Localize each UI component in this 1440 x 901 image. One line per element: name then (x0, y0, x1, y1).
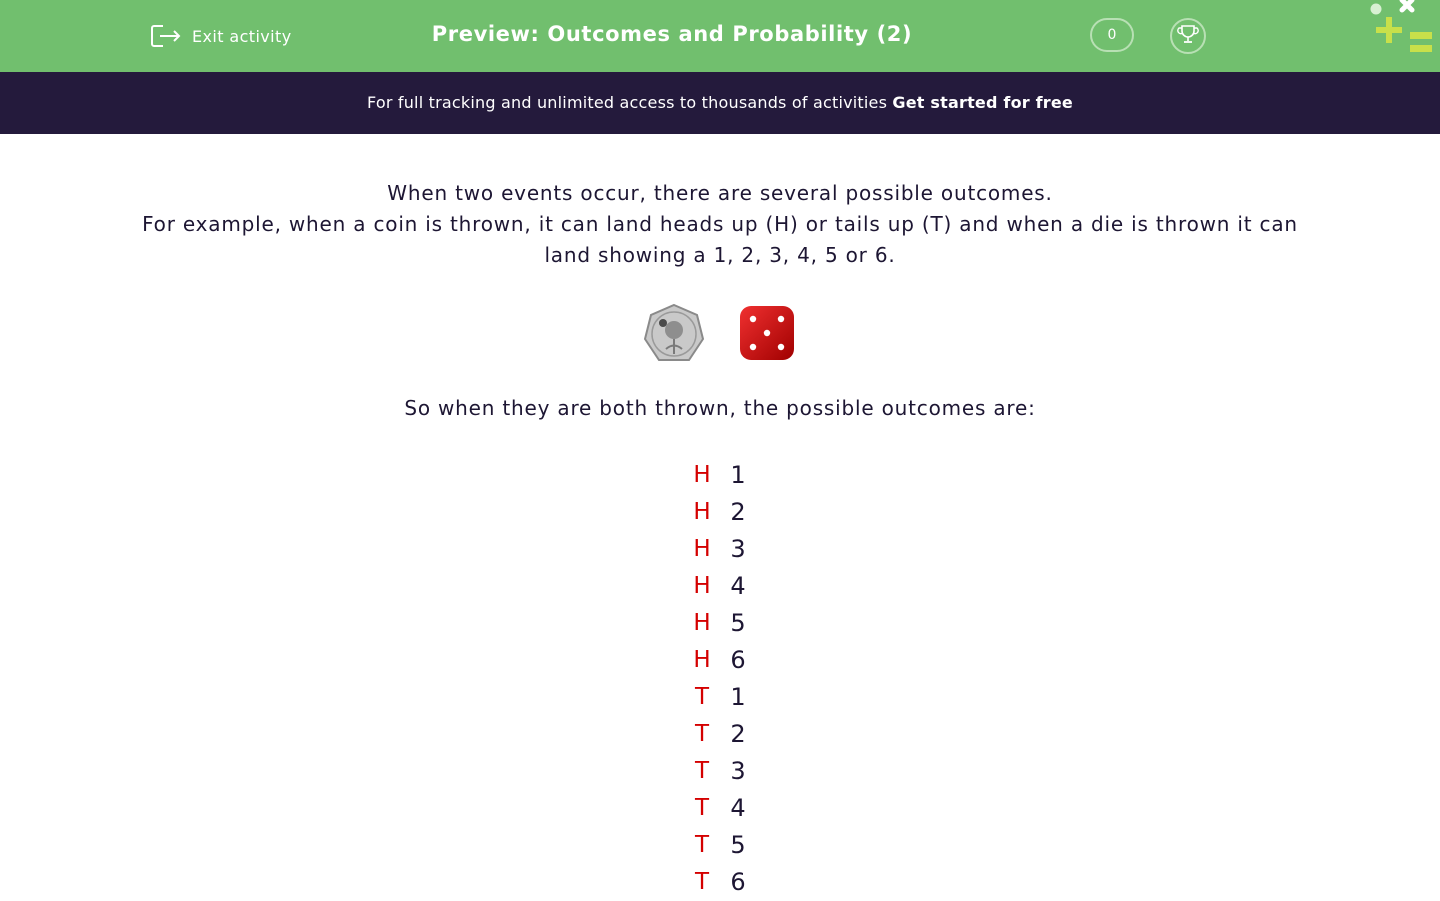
die-result: 1 (730, 461, 746, 489)
trophy-button[interactable] (1170, 18, 1206, 54)
coin-result: H (693, 573, 711, 599)
banner-text: For full tracking and unlimited access to thousands of activities (367, 93, 888, 112)
outcome-row (0, 827, 1440, 864)
die-result: 6 (730, 868, 746, 896)
coin-result: T (694, 721, 710, 747)
outcome-row (0, 531, 1440, 568)
coin-result: H (693, 499, 711, 525)
page-title: Preview: Outcomes and Probability (2) (431, 22, 913, 46)
top-bar (0, 0, 1440, 72)
intro-line-1: When two events occur, there are several possible outcomes. (387, 181, 1053, 205)
die-result: 3 (730, 757, 746, 785)
coin-result: T (694, 684, 710, 710)
coin-icon (642, 302, 706, 366)
outcome-row (0, 679, 1440, 716)
die-result: 4 (730, 794, 746, 822)
illustrations (0, 302, 1440, 366)
trophy-icon (1177, 23, 1199, 49)
die-result: 2 (730, 720, 746, 748)
coin-result: H (693, 610, 711, 636)
outcomes-heading: So when they are both thrown, the possible outcomes are: (404, 396, 1036, 420)
intro-text (140, 178, 1300, 271)
outcome-row (0, 790, 1440, 827)
coin-result: T (694, 869, 710, 895)
intro-line-2: For example, when a coin is thrown, it can land heads up (H) or tails up (T) and when a die is thrown it can land showing a 1, 2, 3, 4, 5 or 6. (142, 212, 1298, 267)
promo-banner (0, 72, 1440, 134)
score-badge: 0 (1090, 18, 1134, 52)
outcome-row (0, 716, 1440, 753)
die-result: 6 (730, 646, 746, 674)
die-result: 5 (730, 609, 746, 637)
die-icon (734, 302, 798, 366)
outcome-row (0, 605, 1440, 642)
coin-result: H (693, 462, 711, 488)
die-result: 1 (730, 683, 746, 711)
outcome-row (0, 864, 1440, 901)
die-result: 2 (730, 498, 746, 526)
outcome-row (0, 753, 1440, 790)
coin-result: T (694, 795, 710, 821)
coin-result: T (694, 758, 710, 784)
outcome-row (0, 457, 1440, 494)
coin-result: T (694, 832, 710, 858)
die-result: 5 (730, 831, 746, 859)
die-result: 4 (730, 572, 746, 600)
exit-activity-label: Exit activity (192, 26, 292, 46)
get-started-link[interactable]: Get started for free (892, 93, 1073, 112)
outcome-row (0, 568, 1440, 605)
die-result: 3 (730, 535, 746, 563)
outcome-row (0, 642, 1440, 679)
outcome-row (0, 494, 1440, 531)
coin-result: H (693, 536, 711, 562)
brand-logo (1366, 0, 1440, 60)
coin-result: H (693, 647, 711, 673)
